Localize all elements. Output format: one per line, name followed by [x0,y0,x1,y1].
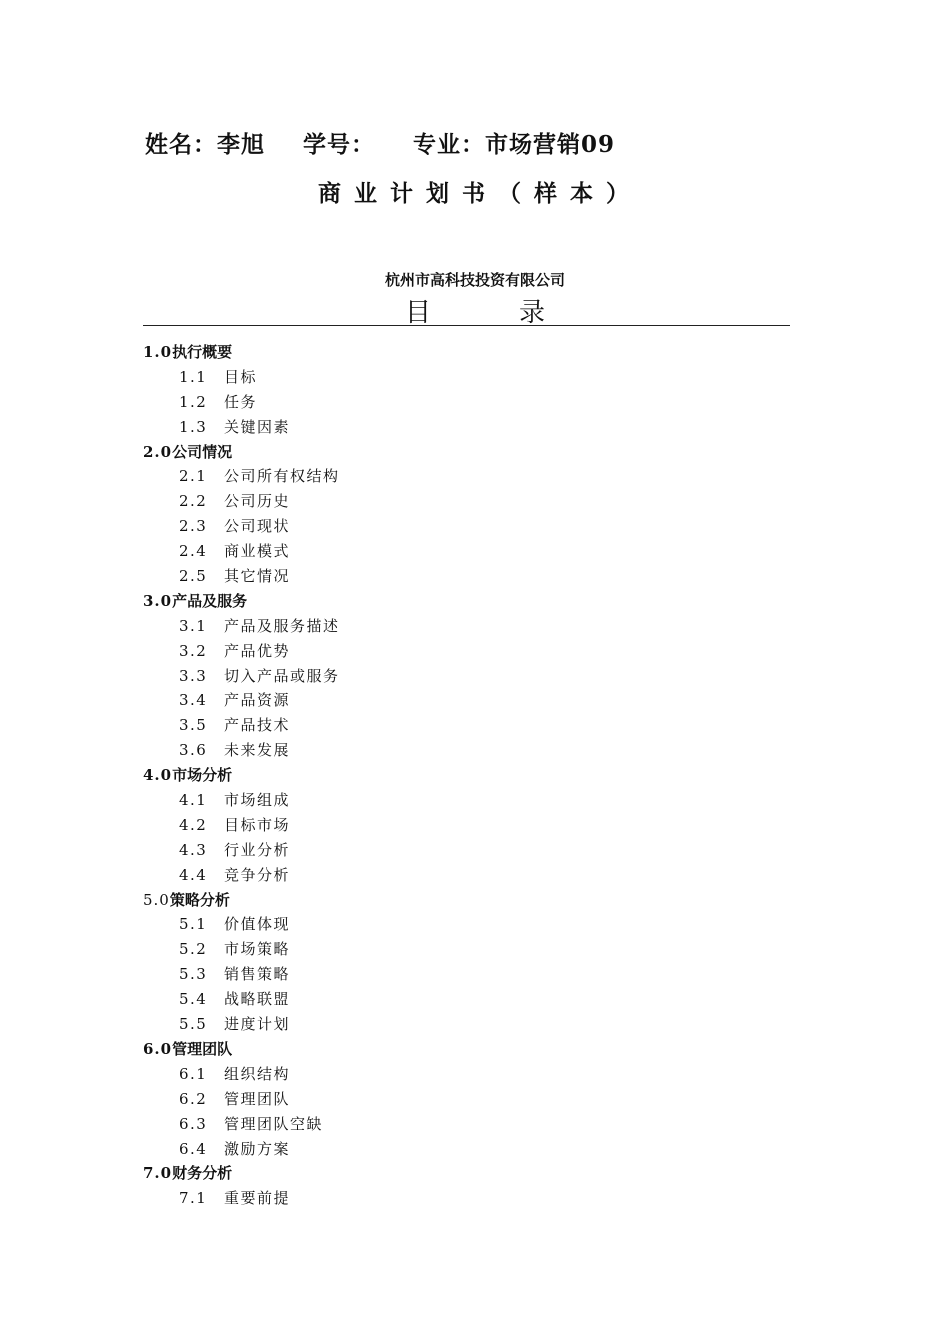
student-major: 专业：市场营销09 [413,131,616,158]
toc-section[interactable] [143,564,790,589]
toc-section[interactable] [143,912,790,937]
toc-section[interactable] [143,639,790,664]
toc-section-title: 其它情况 [224,567,291,586]
toc-chapter-number: 6.0 [143,1039,173,1058]
toc-section-title: 激励方案 [224,1139,291,1158]
toc-section-title: 价值体现 [224,915,291,934]
toc-section-title: 产品资源 [224,691,291,710]
document-title: 商业计划书（样本） [318,180,642,207]
toc-divider [143,325,790,326]
toc-chapter-number: 2.0 [143,442,173,461]
toc-chapter[interactable] [143,340,790,365]
toc-section[interactable] [143,788,790,813]
toc-section-title: 重要前提 [224,1189,291,1208]
toc-chapter-title: 公司情况 [172,442,233,461]
toc-section-title: 管理团队 [224,1089,291,1108]
toc-section-number: 5.3 [179,965,208,984]
toc-section[interactable] [143,489,790,514]
toc-section-number: 4.4 [179,865,208,884]
toc-section[interactable] [143,464,790,489]
toc-section-number: 2.5 [179,567,208,586]
toc-section[interactable] [143,1186,790,1211]
toc-chapter-title: 财务分析 [172,1164,233,1183]
toc-section-title: 管理团队空缺 [224,1114,324,1133]
toc-section-title: 产品技术 [224,716,291,735]
toc-chapter-number: 7.0 [143,1164,173,1183]
company-name: 杭州市高科技投资有限公司 [384,271,565,289]
toc-chapter[interactable] [143,440,790,465]
toc-section-number: 5.5 [179,1015,208,1034]
toc-section-number: 5.1 [179,915,208,934]
toc-section-title: 市场策略 [224,940,291,959]
toc-section[interactable] [143,1137,790,1162]
toc-section-title: 任务 [224,392,258,411]
toc-section-title: 组织结构 [224,1064,291,1083]
toc-section-title: 行业分析 [224,840,291,859]
toc-section-title: 公司现状 [224,517,291,536]
toc-heading-char-1: 目 [405,298,432,328]
toc-section-title: 切入产品或服务 [224,666,340,685]
toc-chapter-title: 市场分析 [172,766,233,785]
toc-section-title: 商业模式 [224,542,291,561]
toc-section-number: 2.4 [179,542,208,561]
toc-section[interactable] [143,664,790,689]
toc-section-title: 市场组成 [224,791,291,810]
toc-section[interactable] [143,688,790,713]
toc-section-number: 4.1 [179,791,208,810]
toc-section-title: 关键因素 [224,417,291,436]
toc-section-title: 产品及服务描述 [224,616,340,635]
toc-section[interactable] [143,614,790,639]
toc-section-number: 3.4 [179,691,208,710]
toc-section-number: 1.3 [179,417,208,436]
toc-section-number: 4.3 [179,840,208,859]
toc-section-number: 6.1 [179,1064,208,1083]
toc-chapter[interactable] [143,1161,790,1186]
toc-section-number: 3.2 [179,641,208,660]
student-name: 姓名：李旭 [145,131,265,158]
toc-section[interactable] [143,987,790,1012]
toc-heading [405,298,545,328]
toc-chapter[interactable] [143,888,790,913]
toc-section[interactable] [143,713,790,738]
toc-section-title: 战略联盟 [224,990,291,1009]
toc-section-number: 3.3 [179,666,208,685]
toc-section-number: 3.1 [179,616,208,635]
student-info [145,126,653,159]
toc-section[interactable] [143,1012,790,1037]
toc-section[interactable] [143,539,790,564]
toc-section-number: 6.2 [179,1089,208,1108]
toc-section[interactable] [143,1112,790,1137]
toc-chapter[interactable] [143,763,790,788]
toc-section-number: 3.5 [179,716,208,735]
toc-section-title: 产品优势 [224,641,291,660]
toc-chapter[interactable] [143,1037,790,1062]
student-id: 学号： [303,131,375,158]
toc-section-number: 2.2 [179,492,208,511]
toc-section[interactable] [143,1087,790,1112]
toc-section[interactable] [143,390,790,415]
toc-section-number: 1.1 [179,367,208,386]
toc-section-number: 4.2 [179,815,208,834]
toc-section[interactable] [143,937,790,962]
toc-section-title: 目标市场 [224,815,291,834]
toc-section[interactable] [143,415,790,440]
toc-section[interactable] [143,514,790,539]
toc-chapter-title: 执行概要 [172,343,233,361]
toc-section-number: 3.6 [179,741,208,760]
toc-section-number: 5.4 [179,990,208,1009]
toc-section-number: 6.4 [179,1139,208,1158]
toc-section[interactable] [143,365,790,390]
toc-section-title: 目标 [224,367,258,386]
toc-section[interactable] [143,813,790,838]
toc-section-title: 未来发展 [224,741,291,760]
toc-chapter-number: 3.0 [143,591,173,610]
toc-section[interactable] [143,863,790,888]
table-of-contents [143,340,790,1211]
toc-section-title: 公司所有权结构 [224,467,340,486]
toc-chapter-title: 管理团队 [172,1039,233,1058]
toc-section-number: 7.1 [179,1189,208,1208]
toc-chapter-number: 5.0 [143,890,170,909]
toc-section-title: 公司历史 [224,492,291,511]
toc-section[interactable] [143,1062,790,1087]
toc-heading-char-2: 录 [518,298,545,328]
toc-section[interactable] [143,962,790,987]
toc-section-number: 2.3 [179,517,208,536]
toc-chapter-number: 4.0 [143,766,173,785]
toc-section-number: 1.2 [179,392,208,411]
toc-section-number: 5.2 [179,940,208,959]
toc-section-number: 6.3 [179,1114,208,1133]
toc-chapter-number: 1.0 [143,343,173,361]
toc-section-number: 2.1 [179,467,208,486]
toc-section[interactable] [143,838,790,863]
toc-section[interactable] [143,738,790,763]
toc-chapter-title: 策略分析 [169,890,230,909]
toc-chapter[interactable] [143,589,790,614]
toc-section-title: 进度计划 [224,1015,291,1034]
toc-section-title: 销售策略 [224,965,291,984]
toc-section-title: 竞争分析 [224,865,291,884]
toc-chapter-title: 产品及服务 [172,591,248,610]
